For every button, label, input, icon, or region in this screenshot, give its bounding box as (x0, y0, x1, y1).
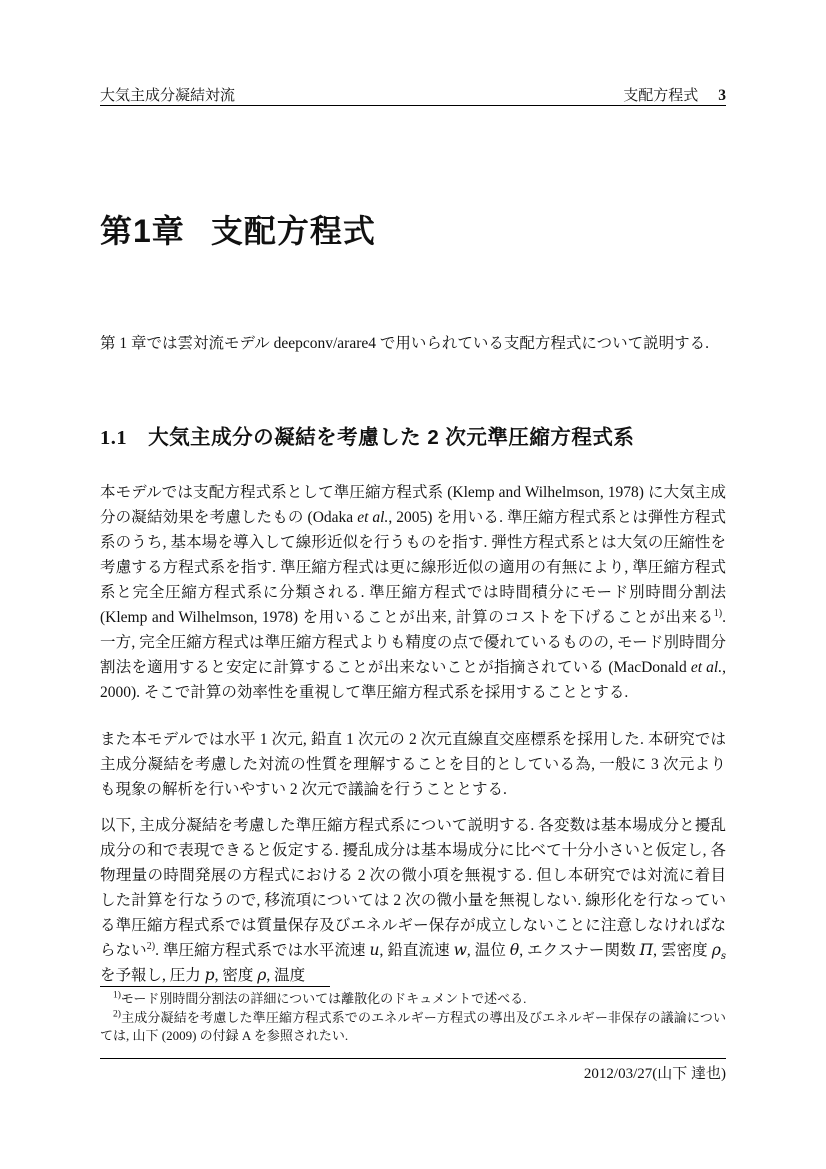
footer-rule (100, 1058, 726, 1059)
footnotes (100, 990, 726, 1046)
intro-paragraph: 第 1 章では雲対流モデル deepconv/arare4 で用いられている支配方程式について説明する. (100, 335, 709, 352)
footnote-2 (100, 1009, 726, 1046)
footer-date-author: 2012/03/27(山下 達也) (583, 1066, 726, 1082)
chapter-title: 支配方程式 (210, 213, 376, 249)
footnote-2-text: 主成分凝結を考慮した準圧縮方程式系でのエネルギー方程式の導出及びエネルギー非保存の議論については, 山下 (2009) の付録 A を参照されたい. (100, 1009, 726, 1043)
section-heading (100, 424, 726, 452)
header-doc-title: 大気主成分凝結対流 (100, 87, 236, 104)
body-paragraph-1: 本モデルでは支配方程式系として準圧縮方程式系 (Klemp and Wilhelmson, 1978) に大気主成分の凝結効果を考慮したもの (Odaka et al., 2005) を用いる. 準圧縮方程式系とは弾性方程式系のうち, 基本場を導入して線形近似を行うものを指す. 弾性方程式系とは大気の圧縮性を考慮する方程式系を指す. 準圧縮方程式は更に線形近似の適用の有無により, 準圧縮方程式系と完全圧縮方程式系に分類される. 準圧縮方程式では時間積分にモード別時間分割法 (Klemp and Wilhelmson, 1978) を用いることが出来, 計算のコストを下げることが出来る$^{1)}$. 一方, 完全圧縮方程式は準圧縮方程式よりも精度の点で優れているものの, モード別時間分割法を適用すると安定に計算することが出来ないことが指摘されている (MacDonald et al., 2000). そこで計算の効率性を重視して準圧縮方程式系を採用することとする. (100, 484, 726, 701)
section-title: 大気主成分の凝結を考慮した 2 次元準圧縮方程式系 (148, 426, 635, 449)
footnote-1 (100, 990, 726, 1009)
header-right (623, 84, 726, 105)
header-page-number: 3 (718, 87, 726, 104)
footnote-2-marker: 2) (113, 1009, 121, 1020)
footnote-rule (100, 986, 330, 987)
chapter-number: 第1章 (100, 213, 185, 249)
chapter-heading (100, 207, 726, 255)
footnote-1-text: モード別時間分割法の詳細については離散化のドキュメントで述べる. (120, 991, 527, 1006)
header-section-title: 支配方程式 (623, 87, 699, 104)
body-paragraph-3: 以下, 主成分凝結を考慮した準圧縮方程式系について説明する. 各変数は基本場成分と擾乱成分の和で表現できると仮定する. 擾乱成分は基本場成分に比べて十分小さいと仮定し, 各物理量の時間発展の方程式における 2 次の微小項を無視する. 但し本研究では対流に着目した計算を行なうので, 移流項については 2 次の微小量を無視しない. 線形化を行なっている準圧縮方程式系では質量保存及びエネルギー保存が成立しないことに注意しなければならない$^{2)}$. 準圧縮方程式系では水平流速 u, 鉛直流速 w, 温位 θ, エクスナー関数 Π, 雲密度 $\rho_s$ を予報し, 圧力 p, 密度 ρ, 温度 (100, 817, 726, 984)
header-rule (100, 105, 726, 106)
footnote-1-marker: 1) (113, 990, 121, 1001)
body-paragraph-2: また本モデルでは水平 1 次元, 鉛直 1 次元の 2 次元直線直交座標系を採用した. 本研究では主成分凝結を考慮した対流の性質を理解することを目的としている為, 一般に 3 次元よりも現象の解析を行いやすい 2 次元で議論を行うこととする. (100, 731, 726, 798)
section-number: 1.1 (100, 427, 128, 449)
page-header (100, 84, 726, 105)
